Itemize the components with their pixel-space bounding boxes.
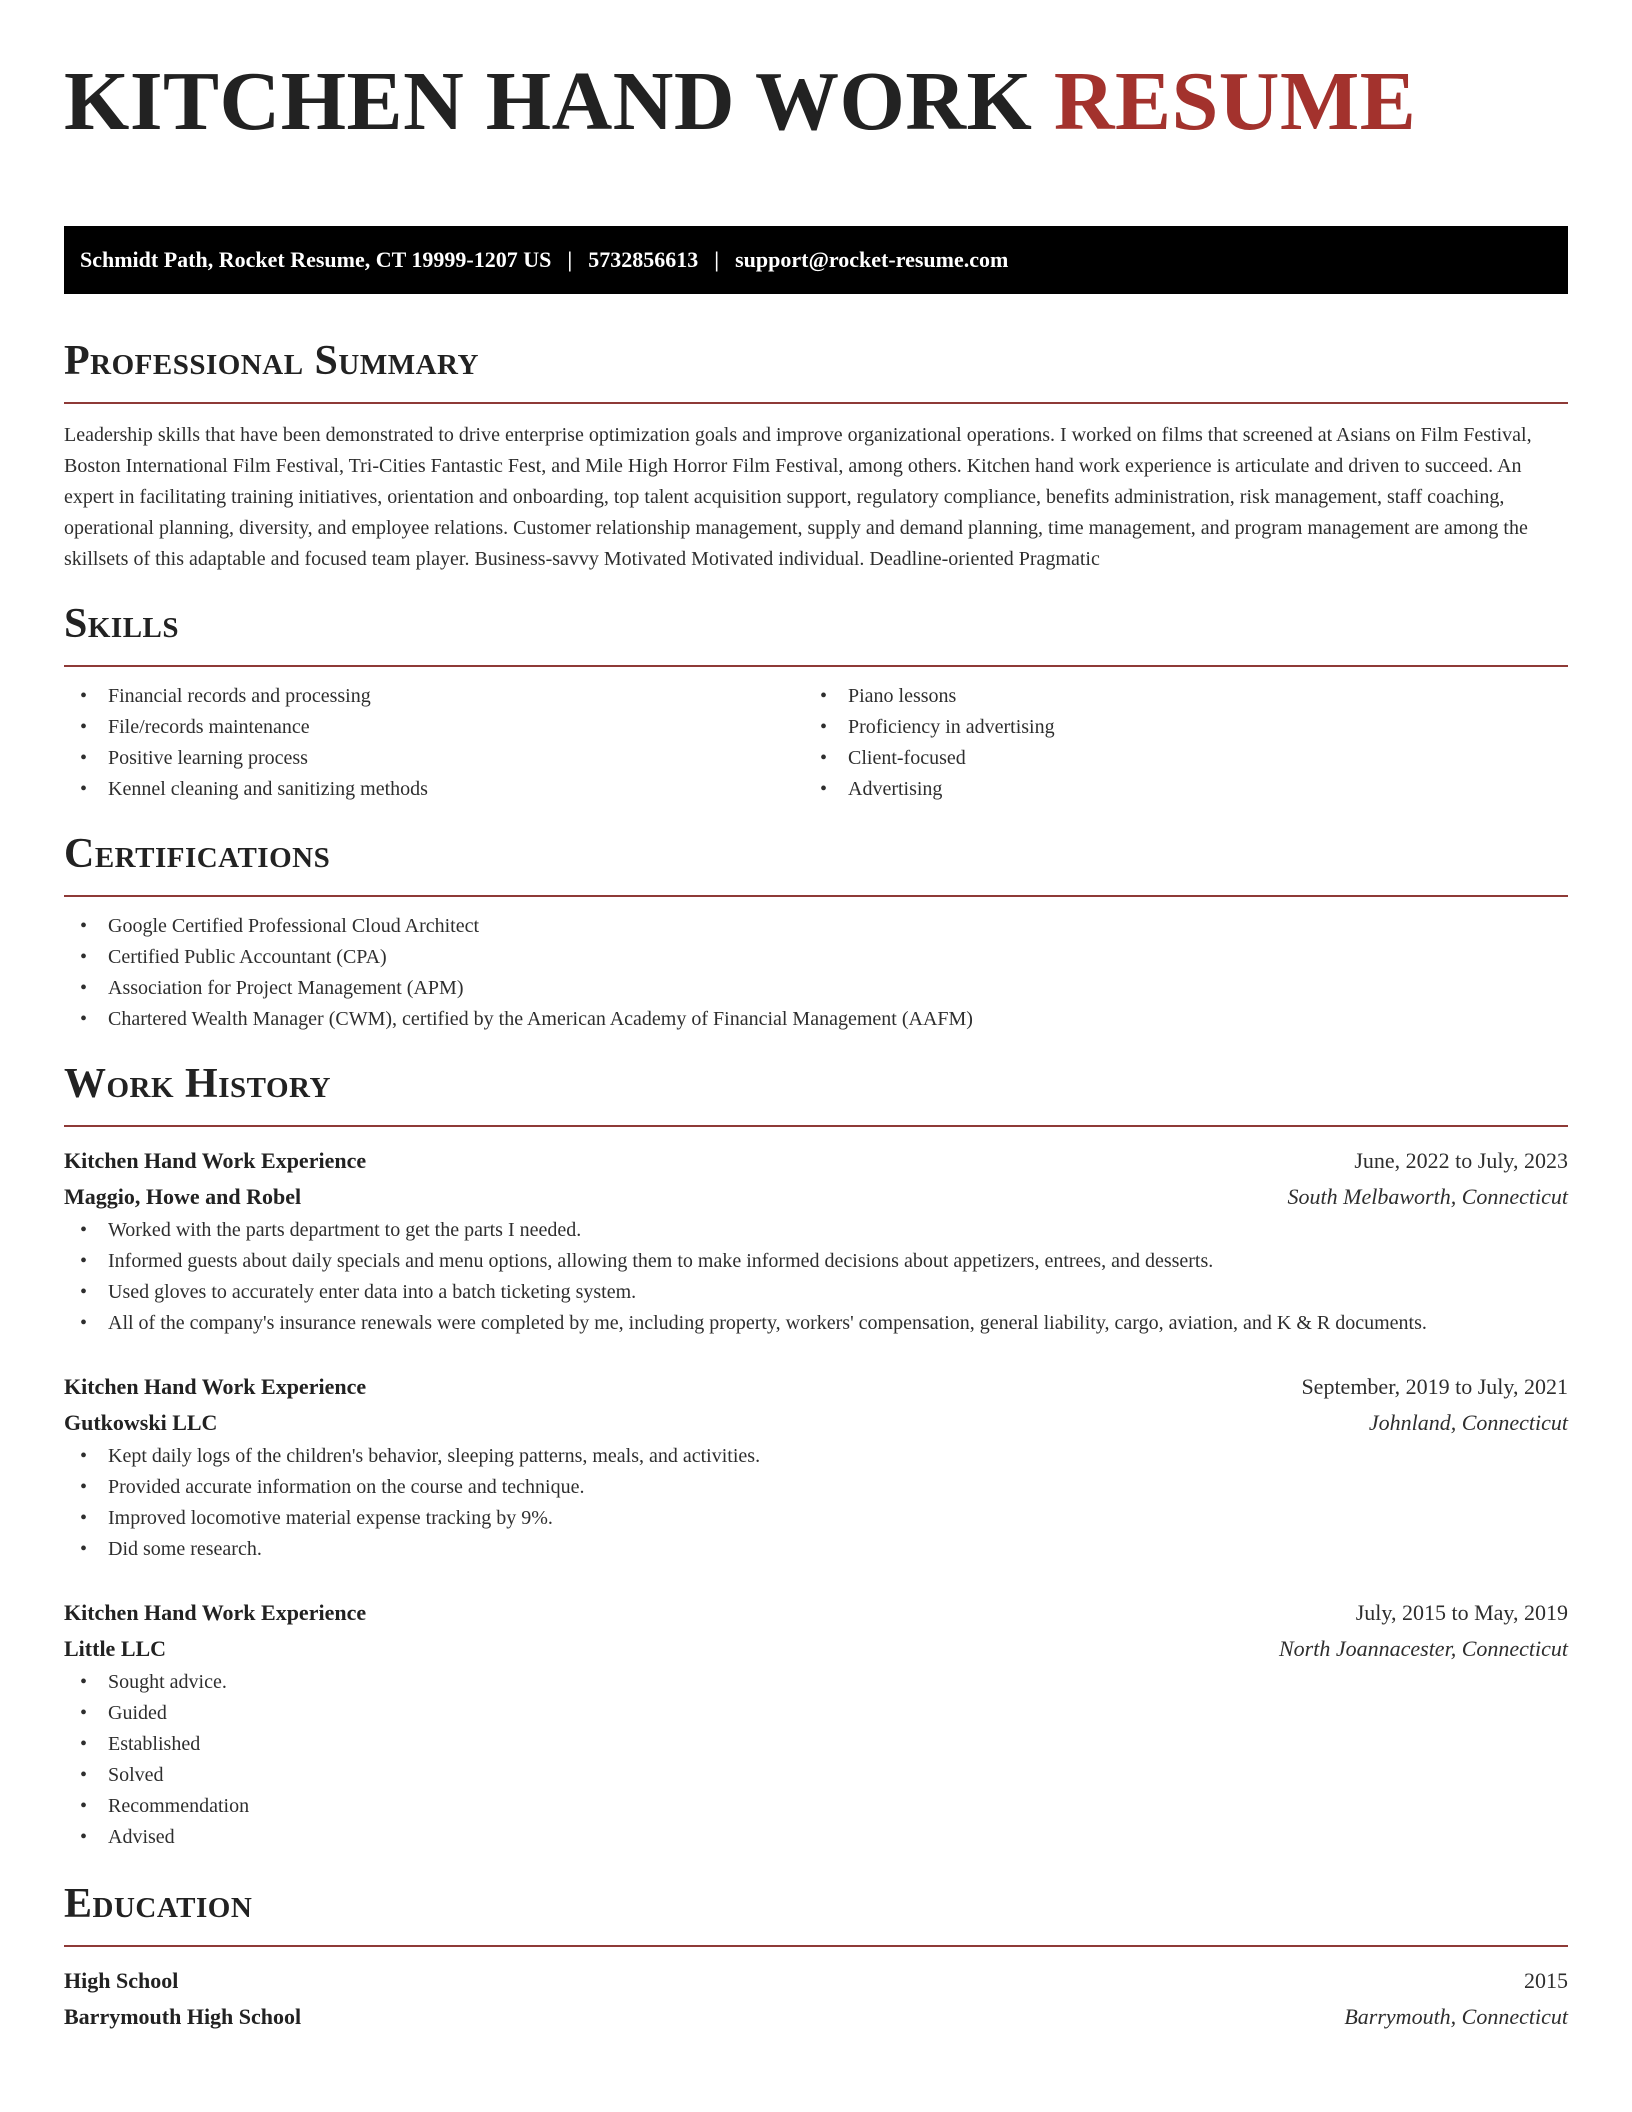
education-location: Barrymouth, Connecticut (1344, 2004, 1568, 2029)
summary-section (64, 336, 1568, 575)
certification-item: • Google Certified Professional Cloud Architect (64, 911, 1568, 942)
job-company: Maggio, Howe and Robel (64, 1184, 302, 1209)
job-bullet: • Informed guests about daily specials and menu options, allowing them to make informed decisions about appetizers, entrees, and desserts. (64, 1246, 1568, 1277)
section-heading-certifications: Certifications (64, 831, 331, 877)
contact-separator: | (567, 247, 573, 272)
job-dates: July, 2015 to May, 2019 (1355, 1600, 1568, 1625)
contact-address: Schmidt Path, Rocket Resume, CT 19999-1207 US (80, 247, 552, 272)
job-bullet: • Solved (64, 1760, 1568, 1791)
job-bullet: • All of the company's insurance renewals were completed by me, including property, workers' compensation, general liability, cargo, aviation, and K & R documents. (64, 1308, 1568, 1339)
job-header-row (64, 1143, 1568, 1179)
skill-item: • Financial records and processing (64, 681, 804, 712)
section-divider (64, 665, 1568, 667)
education-year: 2015 (1524, 1968, 1568, 1993)
section-divider (64, 895, 1568, 897)
job-company-row (64, 1405, 1568, 1441)
job-bullet: • Used gloves to accurately enter data into a batch ticketing system. (64, 1277, 1568, 1308)
contact-email: support@rocket-resume.com (735, 247, 1009, 272)
education-school-row (64, 1999, 1568, 2035)
section-divider (64, 402, 1568, 404)
job-title: Kitchen Hand Work Experience (64, 1374, 367, 1399)
job-location: Johnland, Connecticut (1368, 1410, 1568, 1435)
skills-list-left (64, 681, 804, 805)
certification-item: • Association for Project Management (APM) (64, 973, 1568, 1004)
education-school: Barrymouth High School (64, 2004, 302, 2029)
job-bullet-list (64, 1667, 1568, 1853)
section-divider (64, 1945, 1568, 1947)
skill-item: • Client-focused (804, 743, 1544, 774)
job-dates: June, 2022 to July, 2023 (1354, 1148, 1568, 1173)
section-divider (64, 1125, 1568, 1127)
contact-separator: | (714, 247, 720, 272)
job-entry (64, 1143, 1568, 1339)
job-bullet: • Kept daily logs of the children's behavior, sleeping patterns, meals, and activities. (64, 1441, 1568, 1472)
job-company: Gutkowski LLC (64, 1410, 218, 1435)
certification-item: • Chartered Wealth Manager (CWM), certified by the American Academy of Financial Management (AAFM) (64, 1004, 1568, 1035)
job-bullet: • Sought advice. (64, 1667, 1568, 1698)
job-bullet: • Provided accurate information on the course and technique. (64, 1472, 1568, 1503)
title-main: KITCHEN HAND WORK (64, 55, 1033, 148)
job-title: Kitchen Hand Work Experience (64, 1148, 367, 1173)
job-company-row (64, 1631, 1568, 1667)
skill-item: • Advertising (804, 774, 1544, 805)
job-entry (64, 1595, 1568, 1853)
job-bullet-list (64, 1215, 1568, 1339)
education-section (64, 1879, 1568, 2035)
job-bullet-list (64, 1441, 1568, 1565)
job-bullet: • Improved locomotive material expense tracking by 9%. (64, 1503, 1568, 1534)
title-accent: RESUME (1053, 55, 1417, 148)
job-company: Little LLC (64, 1636, 167, 1661)
job-bullet: • Did some research. (64, 1534, 1568, 1565)
job-location: North Joannacester, Connecticut (1278, 1636, 1568, 1661)
skill-item: • Piano lessons (804, 681, 1544, 712)
certifications-list (64, 911, 1568, 1035)
summary-text: Leadership skills that have been demonstrated to drive enterprise optimization goals and improve organizational operations. I worked on films that screened at Asians on Film Festival, Boston International Film Festival, Tri-Cities Fantastic Fest, and Mile High Horror Film Festival, among others. Kitchen hand work experience is articulate and driven to succeed. An expert in facilitating training initiatives, orientation and onboarding, top talent acquisition support, regulatory compliance, benefits administration, risk management, staff coaching, operational planning, diversity, and employee relations. Customer relationship management, supply and demand planning, time management, and program management are among the skillsets of this adaptable and focused team player. Business-savvy Motivated Motivated individual. Deadline-oriented Pragmatic (64, 424, 1532, 570)
section-heading-work-history: Work History (64, 1061, 331, 1107)
job-title: Kitchen Hand Work Experience (64, 1600, 367, 1625)
job-company-row (64, 1179, 1568, 1215)
certification-item: • Certified Public Accountant (CPA) (64, 942, 1568, 973)
education-entry (64, 1963, 1568, 2035)
job-header-row (64, 1369, 1568, 1405)
job-bullet: • Advised (64, 1822, 1568, 1853)
skill-item: • Proficiency in advertising (804, 712, 1544, 743)
job-header-row (64, 1595, 1568, 1631)
skills-list-right (804, 681, 1544, 805)
job-entry (64, 1369, 1568, 1565)
section-heading-education: Education (64, 1881, 253, 1927)
skills-section (64, 599, 1568, 805)
skills-grid (64, 681, 1568, 805)
job-bullet: • Recommendation (64, 1791, 1568, 1822)
certifications-section (64, 829, 1568, 1035)
section-heading-skills: Skills (64, 601, 180, 647)
education-degree: High School (64, 1968, 179, 1993)
job-dates: September, 2019 to July, 2021 (1301, 1374, 1568, 1399)
job-bullet: • Worked with the parts department to get the parts I needed. (64, 1215, 1568, 1246)
skill-item: • File/records maintenance (64, 712, 804, 743)
contact-bar (64, 226, 1568, 294)
education-degree-row (64, 1963, 1568, 1999)
skill-item: • Positive learning process (64, 743, 804, 774)
skill-item: • Kennel cleaning and sanitizing methods (64, 774, 804, 805)
resume-title (64, 52, 1568, 152)
section-heading-summary: Professional Summary (64, 338, 479, 384)
work-history-section (64, 1059, 1568, 1853)
job-bullet: • Guided (64, 1698, 1568, 1729)
job-location: South Melbaworth, Connecticut (1287, 1184, 1568, 1209)
contact-phone: 5732856613 (588, 247, 699, 272)
job-bullet: • Established (64, 1729, 1568, 1760)
